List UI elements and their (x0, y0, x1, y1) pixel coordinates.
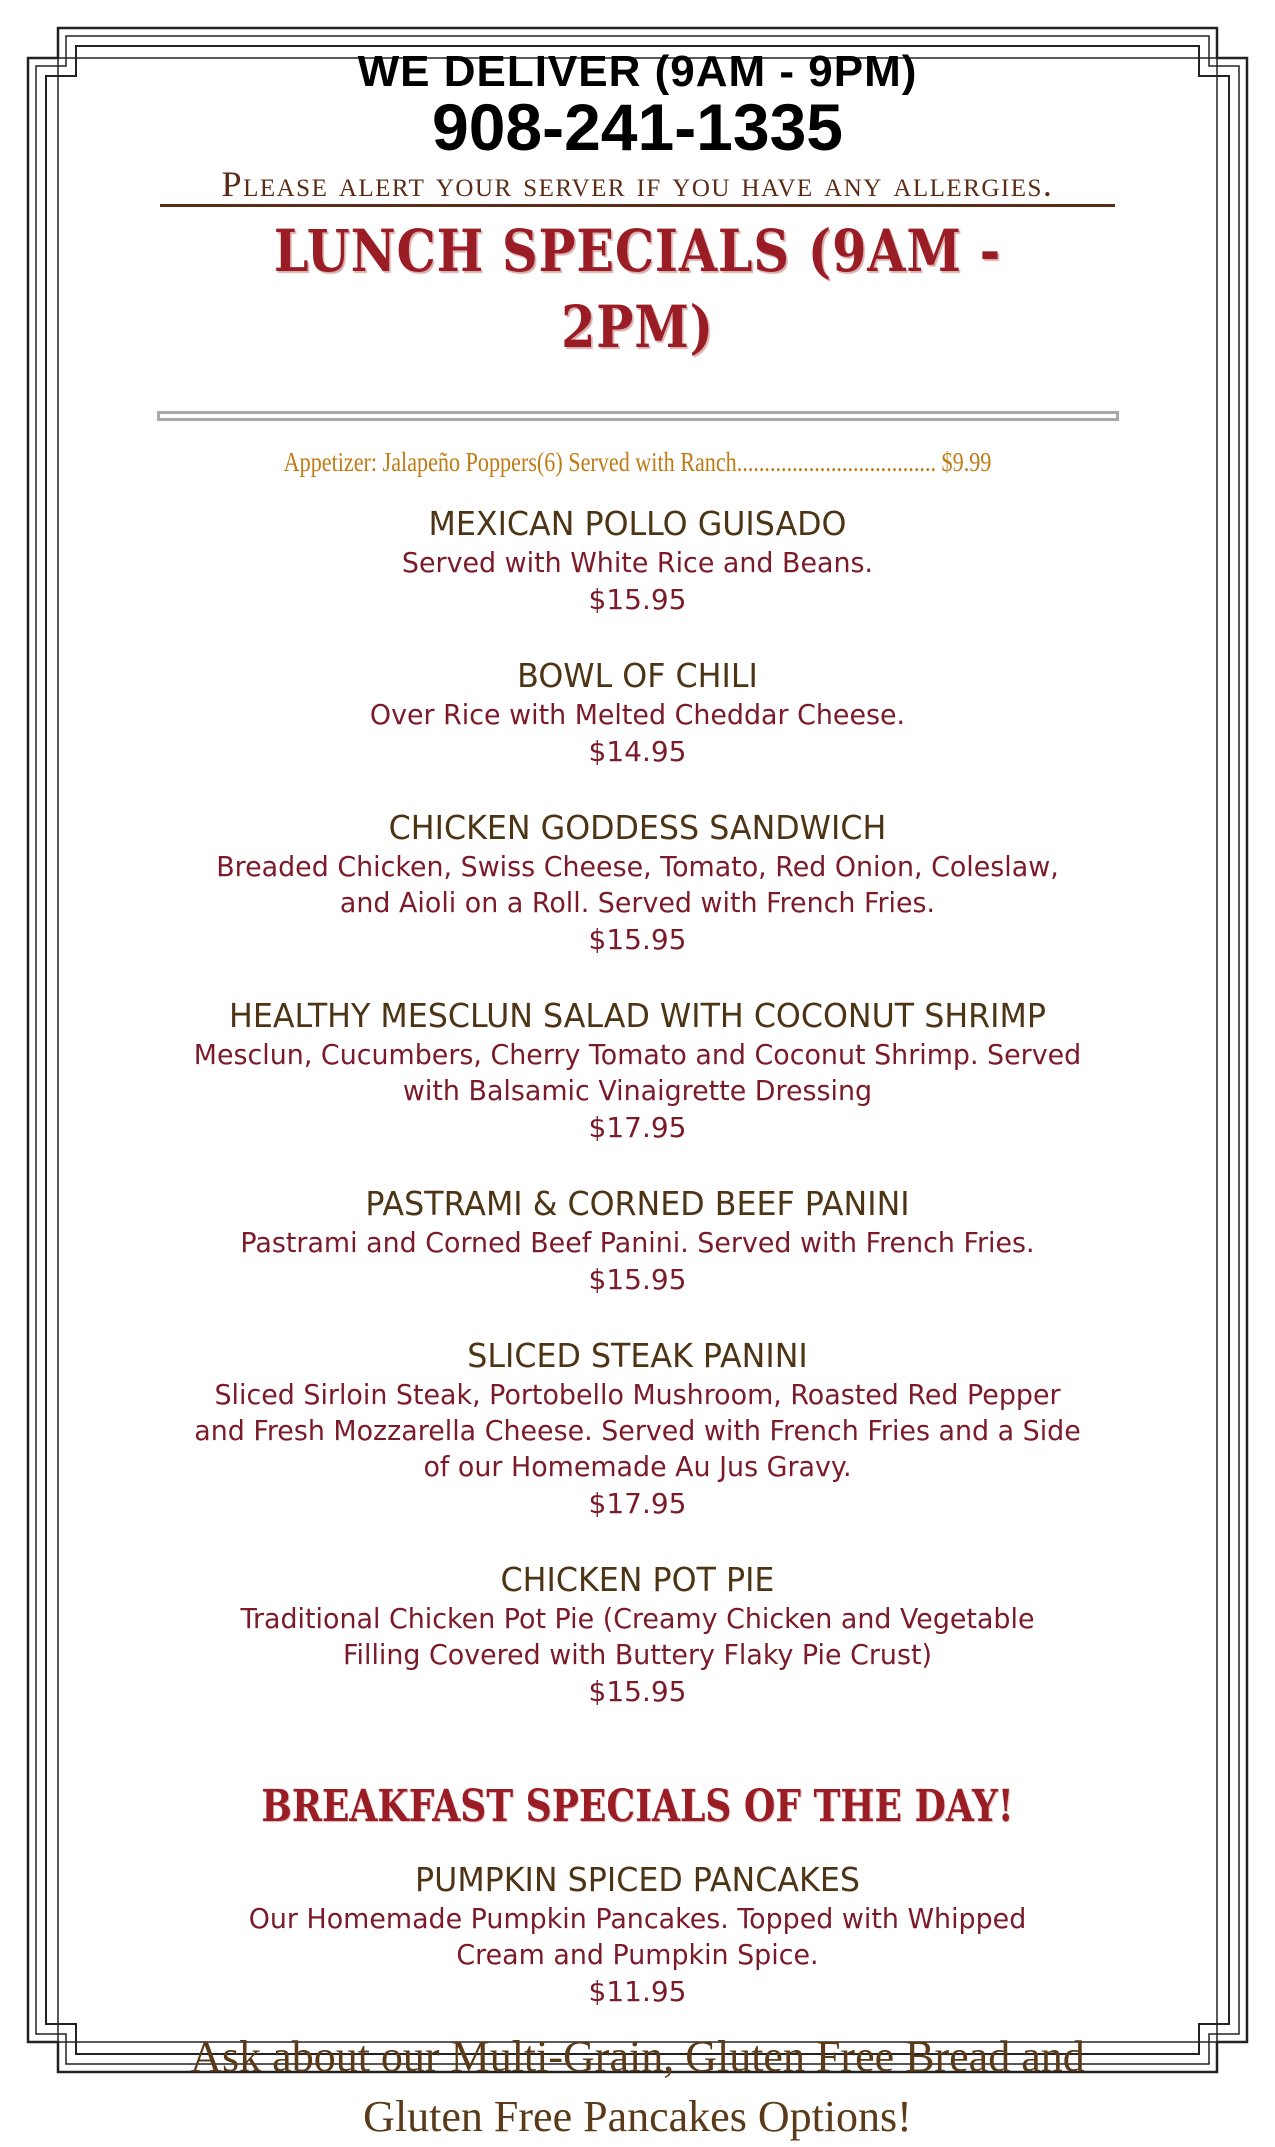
lunch-items-list (150, 503, 1125, 1711)
menu-item-description: with Balsamic Vinaigrette Dressing (402, 1074, 873, 1107)
menu-item (150, 1335, 1125, 1523)
menu-item-price: $17.95 (588, 1111, 687, 1144)
menu-item (150, 503, 1125, 619)
delivery-hours: WE DELIVER (9AM - 9PM) (357, 47, 918, 96)
menu-item-name: MEXICAN POLLO GUISADO (428, 504, 847, 543)
menu-item-description: Breaded Chicken, Swiss Cheese, Tomato, Red Onion, Coleslaw, (216, 850, 1059, 883)
menu-item-name: PASTRAMI & CORNED BEEF PANINI (365, 1184, 910, 1223)
menu-item-name: CHICKEN GODDESS SANDWICH (388, 808, 887, 847)
menu-item (150, 1559, 1125, 1711)
menu-item (150, 655, 1125, 771)
breakfast-items-list (150, 1859, 1125, 2011)
appetizer-line: Appetizer: Jalapeño Poppers(6) Served with Ranch.................................... $9.99 (283, 447, 992, 477)
gluten-free-notice (150, 2027, 1125, 2147)
menu-item-description: Traditional Chicken Pot Pie (Creamy Chicken and Vegetable (240, 1602, 1035, 1635)
menu-item-price: $11.95 (588, 1975, 687, 2008)
breakfast-specials-title: BREAKFAST SPECIALS OF THE DAY! (261, 1781, 1014, 1832)
phone-number: 908-241-1335 (431, 90, 844, 164)
menu-item-description: Cream and Pumpkin Spice. (456, 1938, 819, 1971)
menu-item-description: Our Homemade Pumpkin Pancakes. Topped with Whipped (248, 1902, 1027, 1935)
lunch-specials-title: LUNCH SPECIALS (9AM - 2PM) (273, 217, 1002, 361)
menu-item-description: Over Rice with Melted Cheddar Cheese. (369, 698, 906, 731)
menu-item-name: BOWL OF CHILI (517, 656, 758, 695)
menu-item-name: CHICKEN POT PIE (500, 1560, 775, 1599)
menu-item-description: Sliced Sirloin Steak, Portobello Mushroom, Roasted Red Pepper (214, 1378, 1061, 1411)
menu-item (150, 1859, 1125, 2011)
menu-item (150, 1183, 1125, 1299)
menu-item-name: HEALTHY MESCLUN SALAD WITH COCONUT SHRIMP (229, 996, 1046, 1035)
menu-item-price: $15.95 (588, 923, 687, 956)
menu-item-description: and Fresh Mozzarella Cheese. Served with French Fries and a Side (194, 1414, 1081, 1447)
allergy-notice-underline (160, 164, 1115, 207)
menu-content (150, 40, 1125, 2147)
gluten-free-line-2: Gluten Free Pancakes Options! (363, 2092, 912, 2141)
menu-item-description: Pastrami and Corned Beef Panini. Served with French Fries. (240, 1226, 1035, 1259)
menu-item-description: and Aioli on a Roll. Served with French Fries. (339, 886, 936, 919)
menu-item-price: $15.95 (588, 1263, 687, 1296)
menu-item-price: $15.95 (588, 1675, 687, 1708)
menu-item-price: $14.95 (588, 735, 687, 768)
menu-item-description: Served with White Rice and Beans. (401, 546, 874, 579)
menu-item (150, 995, 1125, 1147)
menu-item-description: Mesclun, Cucumbers, Cherry Tomato and Coconut Shrimp. Served (193, 1038, 1082, 1071)
menu-item-description: of our Homemade Au Jus Gravy. (423, 1450, 852, 1483)
menu-item-description: Filling Covered with Buttery Flaky Pie Crust) (343, 1638, 932, 1671)
menu-item-price: $17.95 (588, 1487, 687, 1520)
allergy-notice: Please alert your server if you have any allergies. (221, 164, 1054, 204)
menu-item (150, 807, 1125, 959)
menu-item-name: SLICED STEAK PANINI (467, 1336, 808, 1375)
section-divider (157, 411, 1119, 421)
menu-item-price: $15.95 (588, 583, 687, 616)
gluten-free-line-1: Ask about our Multi-Grain, Gluten Free Bread and (190, 2032, 1085, 2081)
menu-item-name: PUMPKIN SPICED PANCAKES (415, 1860, 860, 1899)
